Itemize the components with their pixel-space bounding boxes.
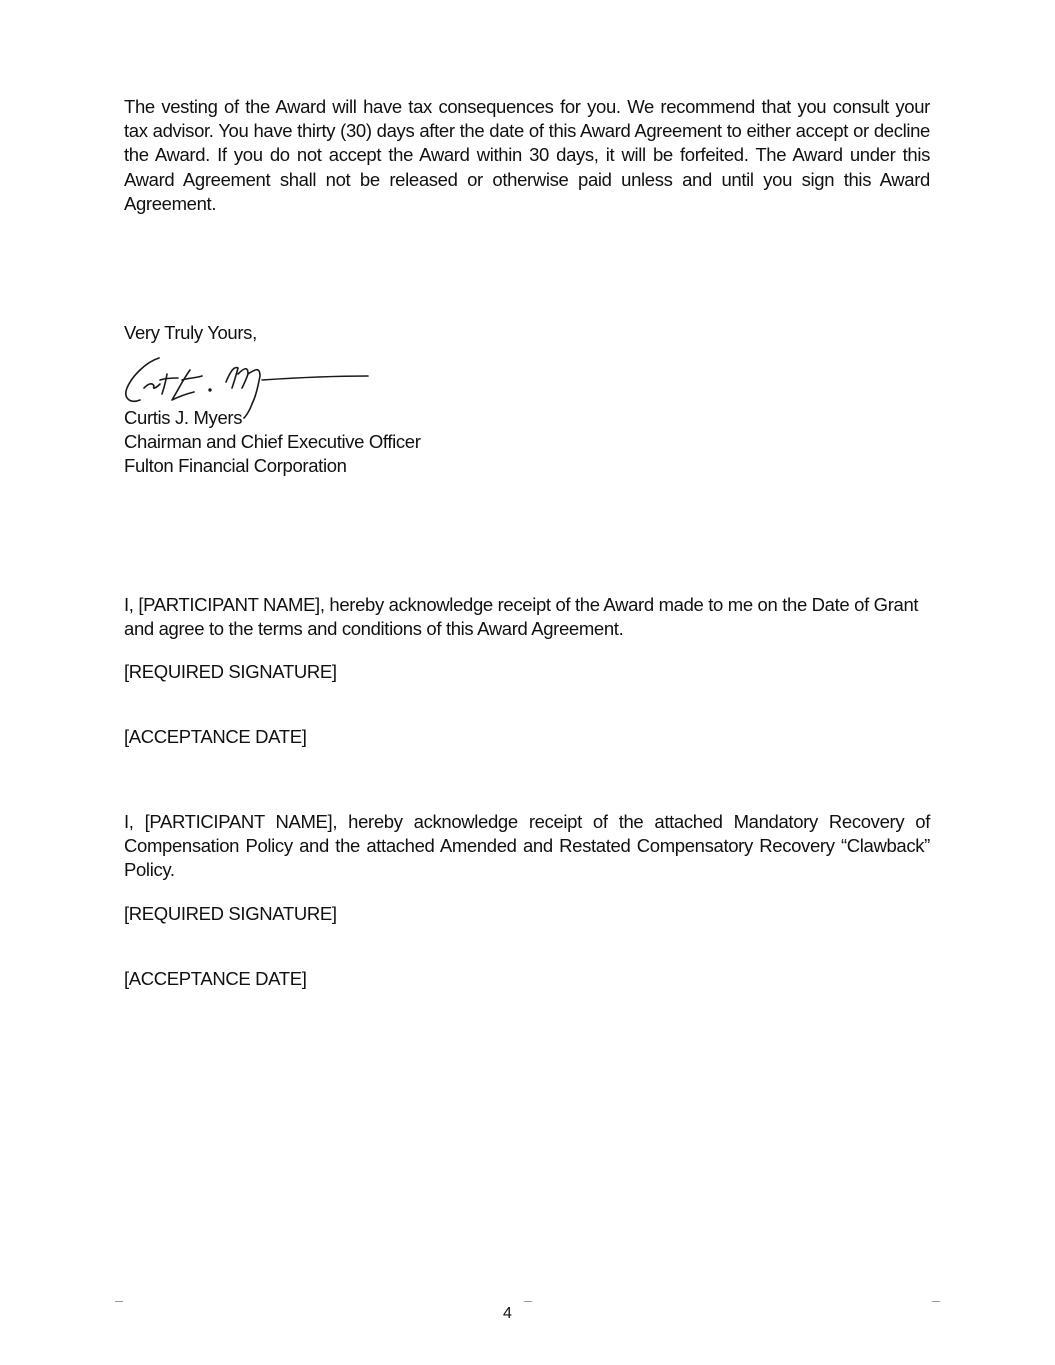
signer-company: Fulton Financial Corporation	[124, 455, 347, 477]
signer-title: Chairman and Chief Executive Officer	[124, 431, 421, 453]
policy-acknowledgement: I, [PARTICIPANT NAME], hereby acknowledge receipt of the attached Mandatory Recovery of Compensation Policy and the attached Amended and Restated Compensatory Recovery “Clawback” Policy.	[124, 811, 930, 881]
signer-name: Curtis J. Myers	[124, 407, 243, 428]
vesting-paragraph: The vesting of the Award will have tax consequences for you. We recommend that you consult your tax advisor. You have thirty (30) days after the date of this Award Agreement to either accept or decline the Award. If you do not accept the Award within 30 days, it will be forfeited. The Award under this Award Agreement shall not be released or otherwise paid unless and until you sign this Award Agreement.	[124, 96, 930, 214]
required-signature-placeholder: [REQUIRED SIGNATURE]	[124, 661, 337, 682]
award-acknowledgement: I, [PARTICIPANT NAME], hereby acknowledge receipt of the Award made to me on the Date of Grant and agree to the terms and conditions of this Award Agreement.	[124, 594, 919, 640]
closing-salutation: Very Truly Yours,	[124, 322, 257, 343]
footer-mark-left	[115, 1301, 123, 1302]
acceptance-date-placeholder-2: [ACCEPTANCE DATE]	[124, 968, 307, 989]
footer-mark-right	[932, 1301, 940, 1302]
signer-block	[124, 406, 930, 479]
footer-mark-center	[524, 1301, 532, 1302]
page-number: 4	[503, 1305, 512, 1322]
required-signature-placeholder-2: [REQUIRED SIGNATURE]	[124, 903, 337, 924]
acceptance-date-placeholder: [ACCEPTANCE DATE]	[124, 726, 307, 747]
